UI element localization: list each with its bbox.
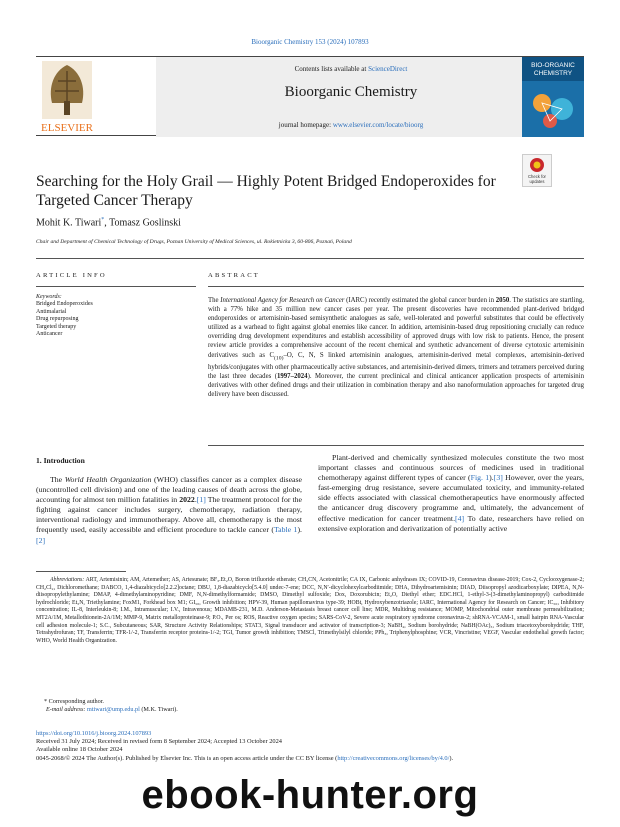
contents-available [156, 65, 546, 73]
correspondence-footnote [36, 698, 178, 715]
check-for-updates-line1: Check for [528, 174, 546, 179]
footnote-divider [36, 571, 126, 572]
abstract-text: The [208, 297, 221, 304]
body-text: (WHO) classifies cancer as a complex disease (uncontrolled cell division) and one of the leading causes of death across the globe, accounting for almost ten million fatalities in [36, 475, 302, 505]
author-name[interactable]: Tomasz Goslinski [109, 217, 181, 229]
keyword-item: Bridged Endoperoxides [36, 301, 93, 307]
email-link[interactable]: mtiwari@ump.edu.pl [87, 706, 140, 714]
cover-title-line1: BIO-ORGANIC [531, 62, 575, 69]
table-link[interactable]: Table 1 [273, 525, 298, 535]
keyword-item: Drug repurposing [36, 316, 79, 323]
reference-link[interactable]: [2] [36, 535, 46, 545]
journal-title: Bioorganic Chemistry [284, 84, 418, 100]
body-text: The [50, 475, 65, 484]
abstract-text-bold: 1997–2024 [276, 373, 308, 381]
keyword-item: Anticancer [36, 331, 63, 338]
body-text: However, over the years, fast-emerging drug resistance, severe accumulated toxicity, and immunity-related side effects associated with classical chemotherapeutics have enormously affected the anticancer drug discovery programme and, ultimately, the advancement of effective medication for cancer treatment. [318, 473, 584, 523]
body-text-italic: World Health Organization [64, 475, 152, 484]
intro-right-column [318, 453, 584, 534]
author-list [36, 217, 181, 228]
abstract-text: (IARC) recently estimated the global cancer burden in [344, 297, 496, 304]
contents-prefix: Contents lists available at [294, 65, 369, 73]
intro-left-column [36, 475, 302, 546]
reference-link[interactable]: [3] [493, 473, 503, 483]
abbreviations-text: ART, Artemisinin; AM, Artemether; AS, Artesunate; BF₃.Et₂O, Boron trifluoride etherate; CH₃CN, Acetonitrile; CA IX, Carbonic anhydrases IX; COVID-19, Coronavirus disease-2019; Cox-2, Cyclooxygenase-2; CH₂Cl₂, Dichloromethane; DABCO, 1,4-diazabicyclo[2.2.2]octane; DBU, 1,8-diazabicyclo[5.4.0] undec-7-ene; DCC, N,N′-dicyclohexylcarbodiimide; DHA, Dihydroartemisinin; DIAD, Diisopropyl azodicarboxylate; DIPEA, N,N-diisopropylethylamine; DMAP, 4-dimethylaminopyridine; DMF, N,N-dimethylformamide; DMSO, Dimethyl sulfoxide; Dox, Doxorubicin; Et₂O, Diethyl ether; EDC.HCl, 1-ethyl-3-(3-dimethylaminopropyl) carbodiimide hydrochloride; Et₃N, Triethylamine; FoxM1, Forkhead box M1; GI₅₀, Growth inhibition; HPV-39, Human papillomavirus type-39; HOBt, Hydroxybenzotriazole; IARC, International Agency for Research on Cancer; IC₅₀, Inhibitory concentration; IL-8, Interleukin-8; I.M., Intramuscular; I.V., Intravenous; MDAMB-231, M.D. Anderson-Metastasis breast cancer cell line; MDR, Multidrug resistance; MOMP, Mitochondrial outer membrane permeabilization; MT2A/1M, Metallothionein-2A/1M; MMP-9, Matrix metalloproteinase-9; P.O., Per os; ROS, Reactive oxygen species; SARS-CoV-2, Severe acute respiratory syndrome coronavirus-2; shRNA-VCAM-1, small hairpin RNA-Vascular cell adhesion molecule-1; S.C., Subcutaneous; SAR, Structure Activity Relationships; STAT3, Signal transducer and activator of transcription-3; NaBH₄, Sodium borohydride; NaBH(OAc)₃, Sodium triacetoxyborohydride; THF, Tetrahydrofuran; TF, Transferrin; TFR-1/-2, Transferrin receptor proteins-1/-2; TGI, Tumor growth inhibition; TMSCl, Trimethylsilyl chloride; PPh₃, Triphenylphosphine; VCR, Vincristine; VEGF, Vascular endothelial growth factor; WHO, World Health Organization. [36, 577, 584, 644]
license-link[interactable]: http://creativecommons.org/licenses/by/4.0/ [337, 754, 450, 762]
corresponding-author-mark[interactable]: * [101, 217, 105, 223]
reference-link[interactable]: [1] [196, 495, 206, 505]
check-for-updates-badge[interactable] [522, 154, 552, 187]
divider [208, 445, 584, 446]
keywords-list [36, 301, 93, 339]
license-suffix: ). [449, 754, 454, 762]
license-prefix: 0045-2068/© 2024 The Author(s). Published by Elsevier Inc. This is an open access article under the CC BY license ( [36, 754, 338, 762]
divider [208, 286, 584, 287]
abstract-text-bold: 2050 [495, 297, 510, 304]
divider [36, 286, 196, 287]
abstract-text: –O, C, N, S linked artemisinin analogues, artemisinin-derived metal complexes, artemisinin-derived hybrids/conjugates with other pharmaceutically active substances, and artemisinin-derived dimers, trimers and tetramers perceived during the last three decades ( [208, 351, 585, 381]
doi-link[interactable]: https://doi.org/10.1016/j.bioorg.2024.107893 [36, 730, 152, 737]
journal-cover-image [522, 57, 584, 137]
abstract-text: . The statistics are startling, with a 77% hike and 35 million new cancer cases per year. The present discoveries have recommended plant-derived bridged endoperoxides or artemisinin-based semisynthetic analogues as safe, well-tolerated and powerful substitutes that could be effectively utilized as a warhead to fight against global enemies like cancer. In addition, artemisinin-based drug repositioning crucially can reduce overriding drug development expenditures and establish accessibility of approved drugs with low risk to patients. Hence, the present review article provides a comprehensive account of the recent chemical and synthetic advancement of diverse cytotoxic artemisinin derivatives such as C [208, 297, 584, 359]
section-heading-introduction: 1. Introduction [36, 456, 85, 465]
abbreviations-footnote [36, 577, 584, 645]
article-footer [36, 730, 596, 763]
license-line [36, 755, 596, 763]
keyword-item: Antimalarial [36, 308, 67, 315]
abstract-subscript: (10) [274, 354, 284, 361]
homepage-link[interactable]: www.elsevier.com/locate/bioorg [332, 121, 424, 129]
corresponding-mark: * [44, 698, 48, 705]
abbreviations-label: Abbreviations: [50, 577, 85, 583]
body-text: . [194, 495, 197, 505]
body-text: ). [489, 473, 494, 483]
watermark-text: ebook-hunter.org [141, 773, 479, 817]
elsevier-logo-text: ELSEVIER [41, 122, 93, 134]
abstract-body [208, 296, 584, 399]
sciencedirect-link[interactable]: ScienceDirect [368, 65, 408, 73]
email-suffix: (M.K. Tiwari). [139, 706, 178, 714]
journal-citation[interactable]: Bioorganic Chemistry 153 (2024) 107893 [251, 38, 369, 46]
divider [36, 258, 584, 259]
corresponding-text: Corresponding author. [47, 698, 104, 705]
keyword-item: Targeted therapy [36, 323, 77, 330]
journal-homepage [156, 121, 546, 129]
body-text: ). [297, 525, 302, 535]
figure-link[interactable]: Fig. 1 [470, 473, 490, 483]
reference-link[interactable]: [4] [455, 513, 465, 523]
homepage-prefix: journal homepage: [278, 121, 333, 129]
body-text: To date, researchers have relied on extensive exploration and derivatization of potentially active [318, 513, 584, 533]
journal-header [36, 56, 584, 136]
check-for-updates-line2: updates [529, 179, 545, 184]
body-text: The treatment protocol for the fighting against cancer includes surgery, chemotherapy, radiation therapy, interventional radiology and immunotherapy. Above all, chemotherapy is the most frequently used, easily accessible and efficient procedure to tackle cancer ( [36, 495, 302, 535]
abstract-text-italic: International Agency for Research on Cancer [220, 297, 345, 304]
body-text: Plant-derived and chemically synthesized molecules constitute the two most important classes and continuous sources of medicines used in traditional chemotherapy against different types of cancer ( [318, 453, 584, 483]
available-online: Available online 18 October 2024 [36, 746, 123, 754]
elsevier-logo [36, 57, 98, 137]
affiliation: Chair and Department of Chemical Technology of Drugs, Poznan University of Medical Sciences, ul. Rokietnicka 3, 60-806, Poznań, Poland [36, 239, 352, 245]
article-title: Searching for the Holy Grail — Highly Potent Bridged Endoperoxides for Targeted Cancer Therapy [36, 173, 496, 209]
corresponding-author-note [36, 698, 178, 706]
cover-title-line2: CHEMISTRY [533, 70, 573, 77]
article-info-heading: ARTICLE INFO [36, 272, 107, 279]
abstract-text: ). Moreover, the current preclinical and clinical anticancer application prospects of artemisinin derivatives with other defined drugs and their utilization in combination therapy and also nanoformulation approaches for targeted drug delivery have been discussed. [208, 373, 584, 399]
author-name[interactable]: Mohit K. Tiwari [36, 217, 102, 229]
received-dates: Received 31 July 2024; Received in revised form 8 September 2024; Accepted 13 October 2024 [36, 738, 282, 746]
abstract-heading: ABSTRACT [208, 272, 261, 279]
keywords-label: Keywords: [36, 294, 62, 300]
email-label: E-mail address: [46, 706, 88, 714]
author-separator: , [104, 217, 110, 229]
email-line [36, 706, 178, 714]
journal-header-center [156, 57, 546, 137]
body-text-bold: 2022 [179, 495, 195, 505]
